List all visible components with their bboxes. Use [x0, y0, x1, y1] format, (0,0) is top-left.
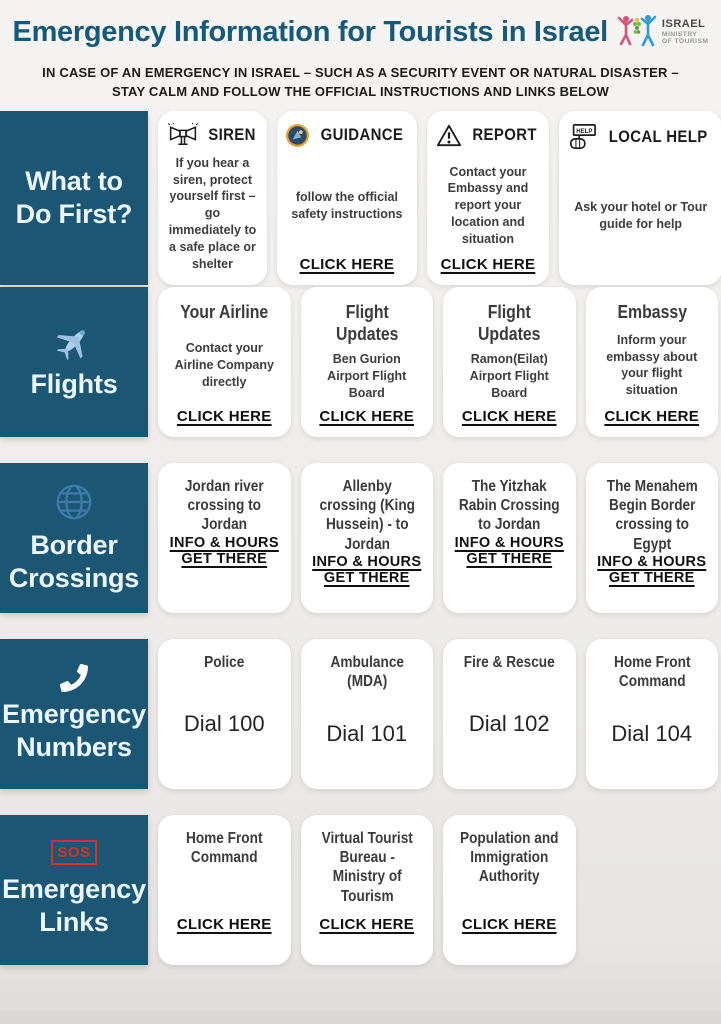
- section-border-crossings: [0, 463, 718, 613]
- dial-number: Dial 102: [468, 711, 550, 737]
- card-home-front-command-link: [158, 815, 291, 965]
- dial-number: Dial 100: [183, 711, 265, 737]
- side-label: What to Do First?: [15, 165, 133, 229]
- card-body: If you hear a siren, protect yourself first – go immediately to a safe place or shelter: [168, 155, 257, 271]
- section-label-what-to-do-first: [0, 111, 148, 285]
- card-flight-updates-ramon: [443, 287, 576, 437]
- info-hours-link[interactable]: INFO & HOURS: [169, 534, 279, 551]
- card-title: Flight Updates: [477, 301, 541, 345]
- click-here-link[interactable]: CLICK HERE: [319, 407, 415, 425]
- card-flight-updates-ben-gurion: [301, 287, 434, 437]
- card-title: SIREN: [208, 124, 256, 144]
- section-label-border-crossings: [0, 463, 148, 613]
- subtitle-line-2: STAY CALM AND FOLLOW THE OFFICIAL INSTRUCTIONS AND LINKS BELOW: [112, 83, 609, 99]
- card-report: [427, 111, 549, 285]
- subtitle: [4, 64, 717, 102]
- click-here-link[interactable]: CLICK HERE: [319, 915, 415, 933]
- card-title: GUIDANCE: [320, 125, 404, 145]
- card-title: Your Airline: [180, 301, 269, 322]
- card-home-front-command-number: [586, 639, 719, 789]
- info-hours-link[interactable]: INFO & HOURS: [454, 534, 564, 551]
- dial-number: Dial 104: [611, 721, 693, 747]
- click-here-link[interactable]: CLICK HERE: [440, 255, 536, 273]
- empty-cell: [586, 815, 719, 965]
- airplane-icon: [54, 322, 94, 362]
- card-body: follow the official safety instructions: [291, 189, 403, 221]
- logo-line-ministry: MINISTRY: [661, 30, 698, 38]
- card-body: Ask your hotel or Tour guide for help: [574, 199, 708, 231]
- get-there-link[interactable]: GET THERE: [466, 550, 553, 567]
- card-body: Contact your Airline Company directly: [174, 341, 274, 389]
- card-fire-rescue: [443, 639, 576, 789]
- click-here-link[interactable]: CLICK HERE: [604, 407, 700, 425]
- report-icon: [435, 123, 463, 148]
- info-hours-link[interactable]: INFO & HOURS: [312, 554, 422, 571]
- card-virtual-tourist-bureau: [301, 815, 434, 965]
- section-emergency-numbers: [0, 639, 718, 789]
- side-label: Border Crossings: [8, 529, 140, 593]
- card-title: Home Front Command: [613, 653, 691, 691]
- get-there-link[interactable]: GET THERE: [323, 570, 410, 587]
- sos-icon: SOS: [51, 840, 96, 865]
- section-what-to-do-first: [0, 111, 718, 273]
- card-population-immigration: [443, 815, 576, 965]
- get-there-link[interactable]: GET THERE: [181, 550, 268, 567]
- card-title: Virtual Tourist Bureau - Ministry of Tourism: [321, 829, 413, 905]
- section-flights: [0, 287, 718, 437]
- card-guidance: [277, 111, 417, 285]
- card-title: Population and Immigration Authority: [459, 829, 559, 886]
- card-police: [158, 639, 291, 789]
- section-label-emergency-numbers: [0, 639, 148, 789]
- subtitle-line-1: IN CASE OF AN EMERGENCY IN ISRAEL – SUCH AS A SECURITY EVENT OR NATURAL DISASTER –: [42, 65, 679, 80]
- card-embassy: [586, 287, 719, 437]
- card-body: Ben Gurion Airport Flight Board: [327, 352, 407, 401]
- click-here-link[interactable]: CLICK HERE: [176, 407, 272, 425]
- bottom-strip: [0, 1011, 721, 1024]
- click-here-link[interactable]: CLICK HERE: [176, 915, 272, 933]
- click-here-link[interactable]: CLICK HERE: [461, 915, 557, 933]
- card-title: Jordan river crossing to Jordan: [184, 477, 264, 534]
- click-here-link[interactable]: CLICK HERE: [299, 255, 395, 273]
- info-hours-link[interactable]: INFO & HOURS: [597, 554, 707, 571]
- logo-line-israel: ISRAEL: [661, 18, 706, 31]
- card-jordan-river-crossing: [158, 463, 291, 613]
- card-title: LOCAL HELP: [608, 126, 708, 146]
- card-title: Ambulance (MDA): [329, 653, 404, 691]
- card-title: REPORT: [472, 125, 537, 145]
- card-allenby-crossing: [301, 463, 434, 613]
- click-here-link[interactable]: CLICK HERE: [461, 407, 557, 425]
- guidance-icon: [285, 123, 310, 148]
- card-your-airline: [158, 287, 291, 437]
- card-title: The Yitzhak Rabin Crossing to Jordan: [458, 477, 560, 534]
- card-siren: [158, 111, 267, 285]
- section-label-flights: [0, 287, 148, 437]
- card-title: Allenby crossing (King Hussein) - to Jordan: [318, 477, 415, 553]
- card-body: Inform your embassy about your flight situation: [606, 332, 698, 398]
- card-body: Contact your Embassy and report your location and situation: [447, 164, 529, 247]
- side-label: Emergency Links: [2, 874, 146, 938]
- card-ambulance: [301, 639, 434, 789]
- card-title: Home Front Command: [185, 829, 263, 867]
- header: [0, 0, 721, 102]
- svg-text:HELP: HELP: [576, 128, 593, 135]
- card-title: Embassy: [616, 301, 687, 322]
- phone-icon: [60, 664, 88, 692]
- ministry-logo: [616, 12, 709, 52]
- section-label-emergency-links: [0, 815, 148, 965]
- local-help-icon: [567, 123, 597, 151]
- globe-icon: [53, 481, 95, 523]
- page-title: Emergency Information for Tourists in Israel: [12, 15, 608, 48]
- card-body: Ramon(Eilat) Airport Flight Board: [469, 352, 549, 401]
- side-label: Flights: [30, 369, 118, 400]
- dial-number: Dial 101: [326, 721, 408, 747]
- card-title: Flight Updates: [335, 301, 398, 345]
- logo-text: [662, 19, 709, 45]
- card-title: The Menahem Begin Border crossing to Egypt: [606, 477, 698, 553]
- logo-line-tourism: OF TOURISM: [661, 37, 709, 45]
- card-yitzhak-rabin-crossing: [443, 463, 576, 613]
- card-menahem-begin-crossing: [586, 463, 719, 613]
- side-label: Emergency Numbers: [2, 698, 146, 762]
- siren-icon: [166, 123, 200, 147]
- card-title: Police: [204, 653, 245, 671]
- ministry-logo-icon: [616, 12, 658, 52]
- card-local-help: [559, 111, 721, 285]
- section-emergency-links: [0, 815, 718, 965]
- get-there-link[interactable]: GET THERE: [608, 570, 695, 587]
- card-title: Fire & Rescue: [463, 653, 555, 671]
